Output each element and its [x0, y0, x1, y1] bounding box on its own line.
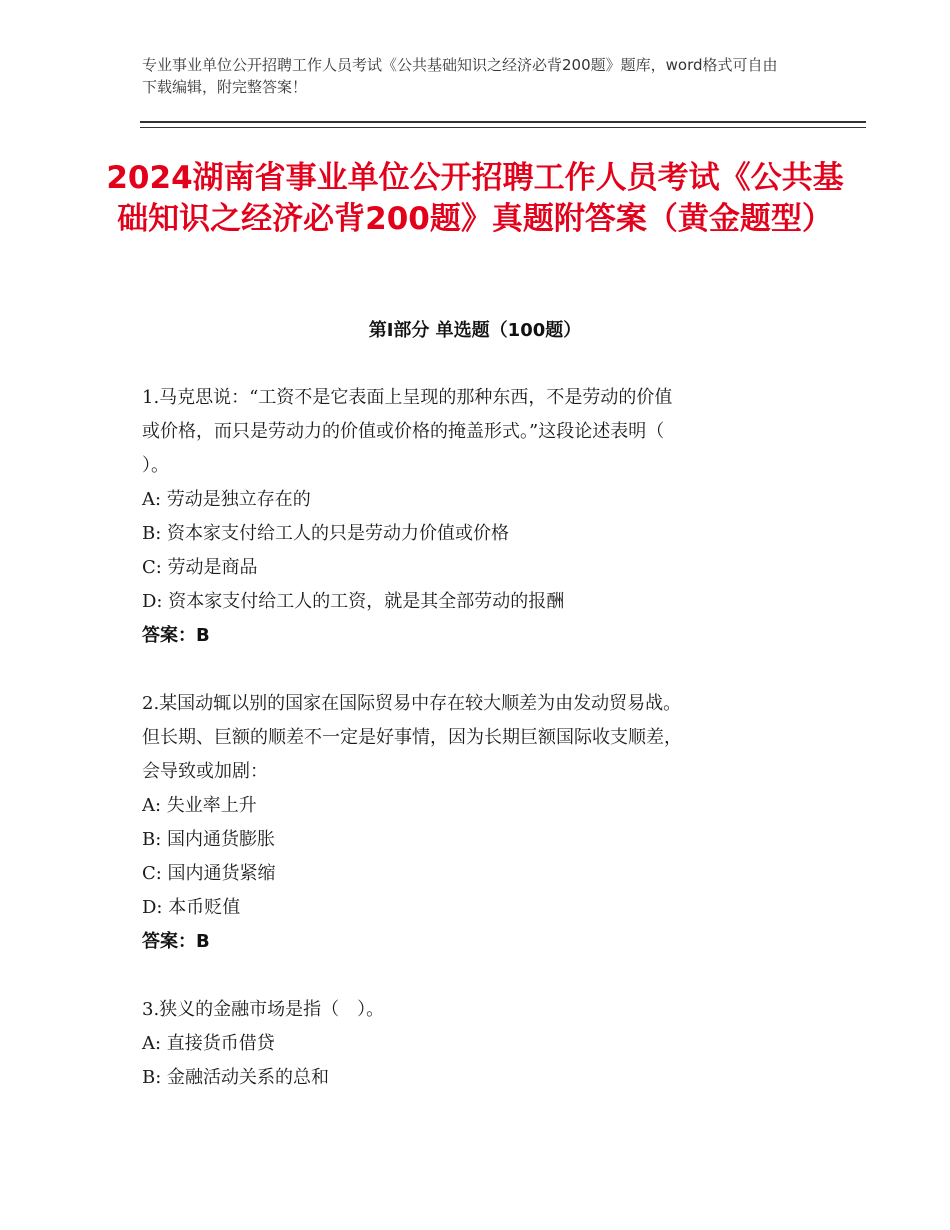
option-c: C: 劳动是商品: [142, 557, 258, 578]
question-3: [142, 993, 822, 1095]
header-note: 专业事业单位公开招聘工作人员考试《公共基础知识之经济必背200题》题库，word格式可自由下载编辑，附完整答案！: [142, 56, 778, 96]
question-2: [142, 687, 822, 959]
question-text-line: 1.马克思说：“工资不是它表面上呈现的那种东西，不是劳动的价值: [142, 387, 673, 408]
document-title: 2024湖南省事业单位公开招聘工作人员考试《公共基础知识之经济必背200题》真题附答案（黄金题型）: [106, 160, 844, 237]
option-a: A: 劳动是独立存在的: [142, 489, 311, 510]
question-text-line: 2.某国动辄以别的国家在国际贸易中存在较大顺差为由发动贸易战。: [142, 693, 682, 714]
answer: 答案：B: [142, 931, 210, 952]
option-b: B: 国内通货膨胀: [142, 829, 276, 850]
option-b: B: 资本家支付给工人的只是劳动力价值或价格: [142, 523, 510, 544]
header-rule-thick: [140, 121, 866, 123]
option-d: D: 本币贬值: [142, 897, 241, 918]
question-text-line: ）。: [142, 455, 169, 476]
answer: 答案：B: [142, 625, 210, 646]
question-text-line: 但长期、巨额的顺差不一定是好事情，因为长期巨额国际收支顺差，: [142, 727, 682, 748]
option-c: C: 国内通货紧缩: [142, 863, 276, 884]
question-text-line: 或价格，而只是劳动力的价值或价格的掩盖形式。”这段论述表明（: [142, 421, 665, 442]
option-d: D: 资本家支付给工人的工资，就是其全部劳动的报酬: [142, 591, 565, 612]
question-text-line: 3.狭义的金融市场是指（ ）。: [142, 999, 385, 1020]
header-rule-thin: [140, 127, 866, 128]
question-1: [142, 381, 822, 653]
option-b: B: 金融活动关系的总和: [142, 1067, 330, 1088]
option-a: A: 失业率上升: [142, 795, 257, 816]
question-text-line: 会导致或加剧：: [142, 761, 268, 782]
question-list: [142, 381, 822, 1129]
option-a: A: 直接货币借贷: [142, 1033, 275, 1054]
section-heading: 第Ⅰ部分 单选题（100题）: [368, 320, 582, 341]
